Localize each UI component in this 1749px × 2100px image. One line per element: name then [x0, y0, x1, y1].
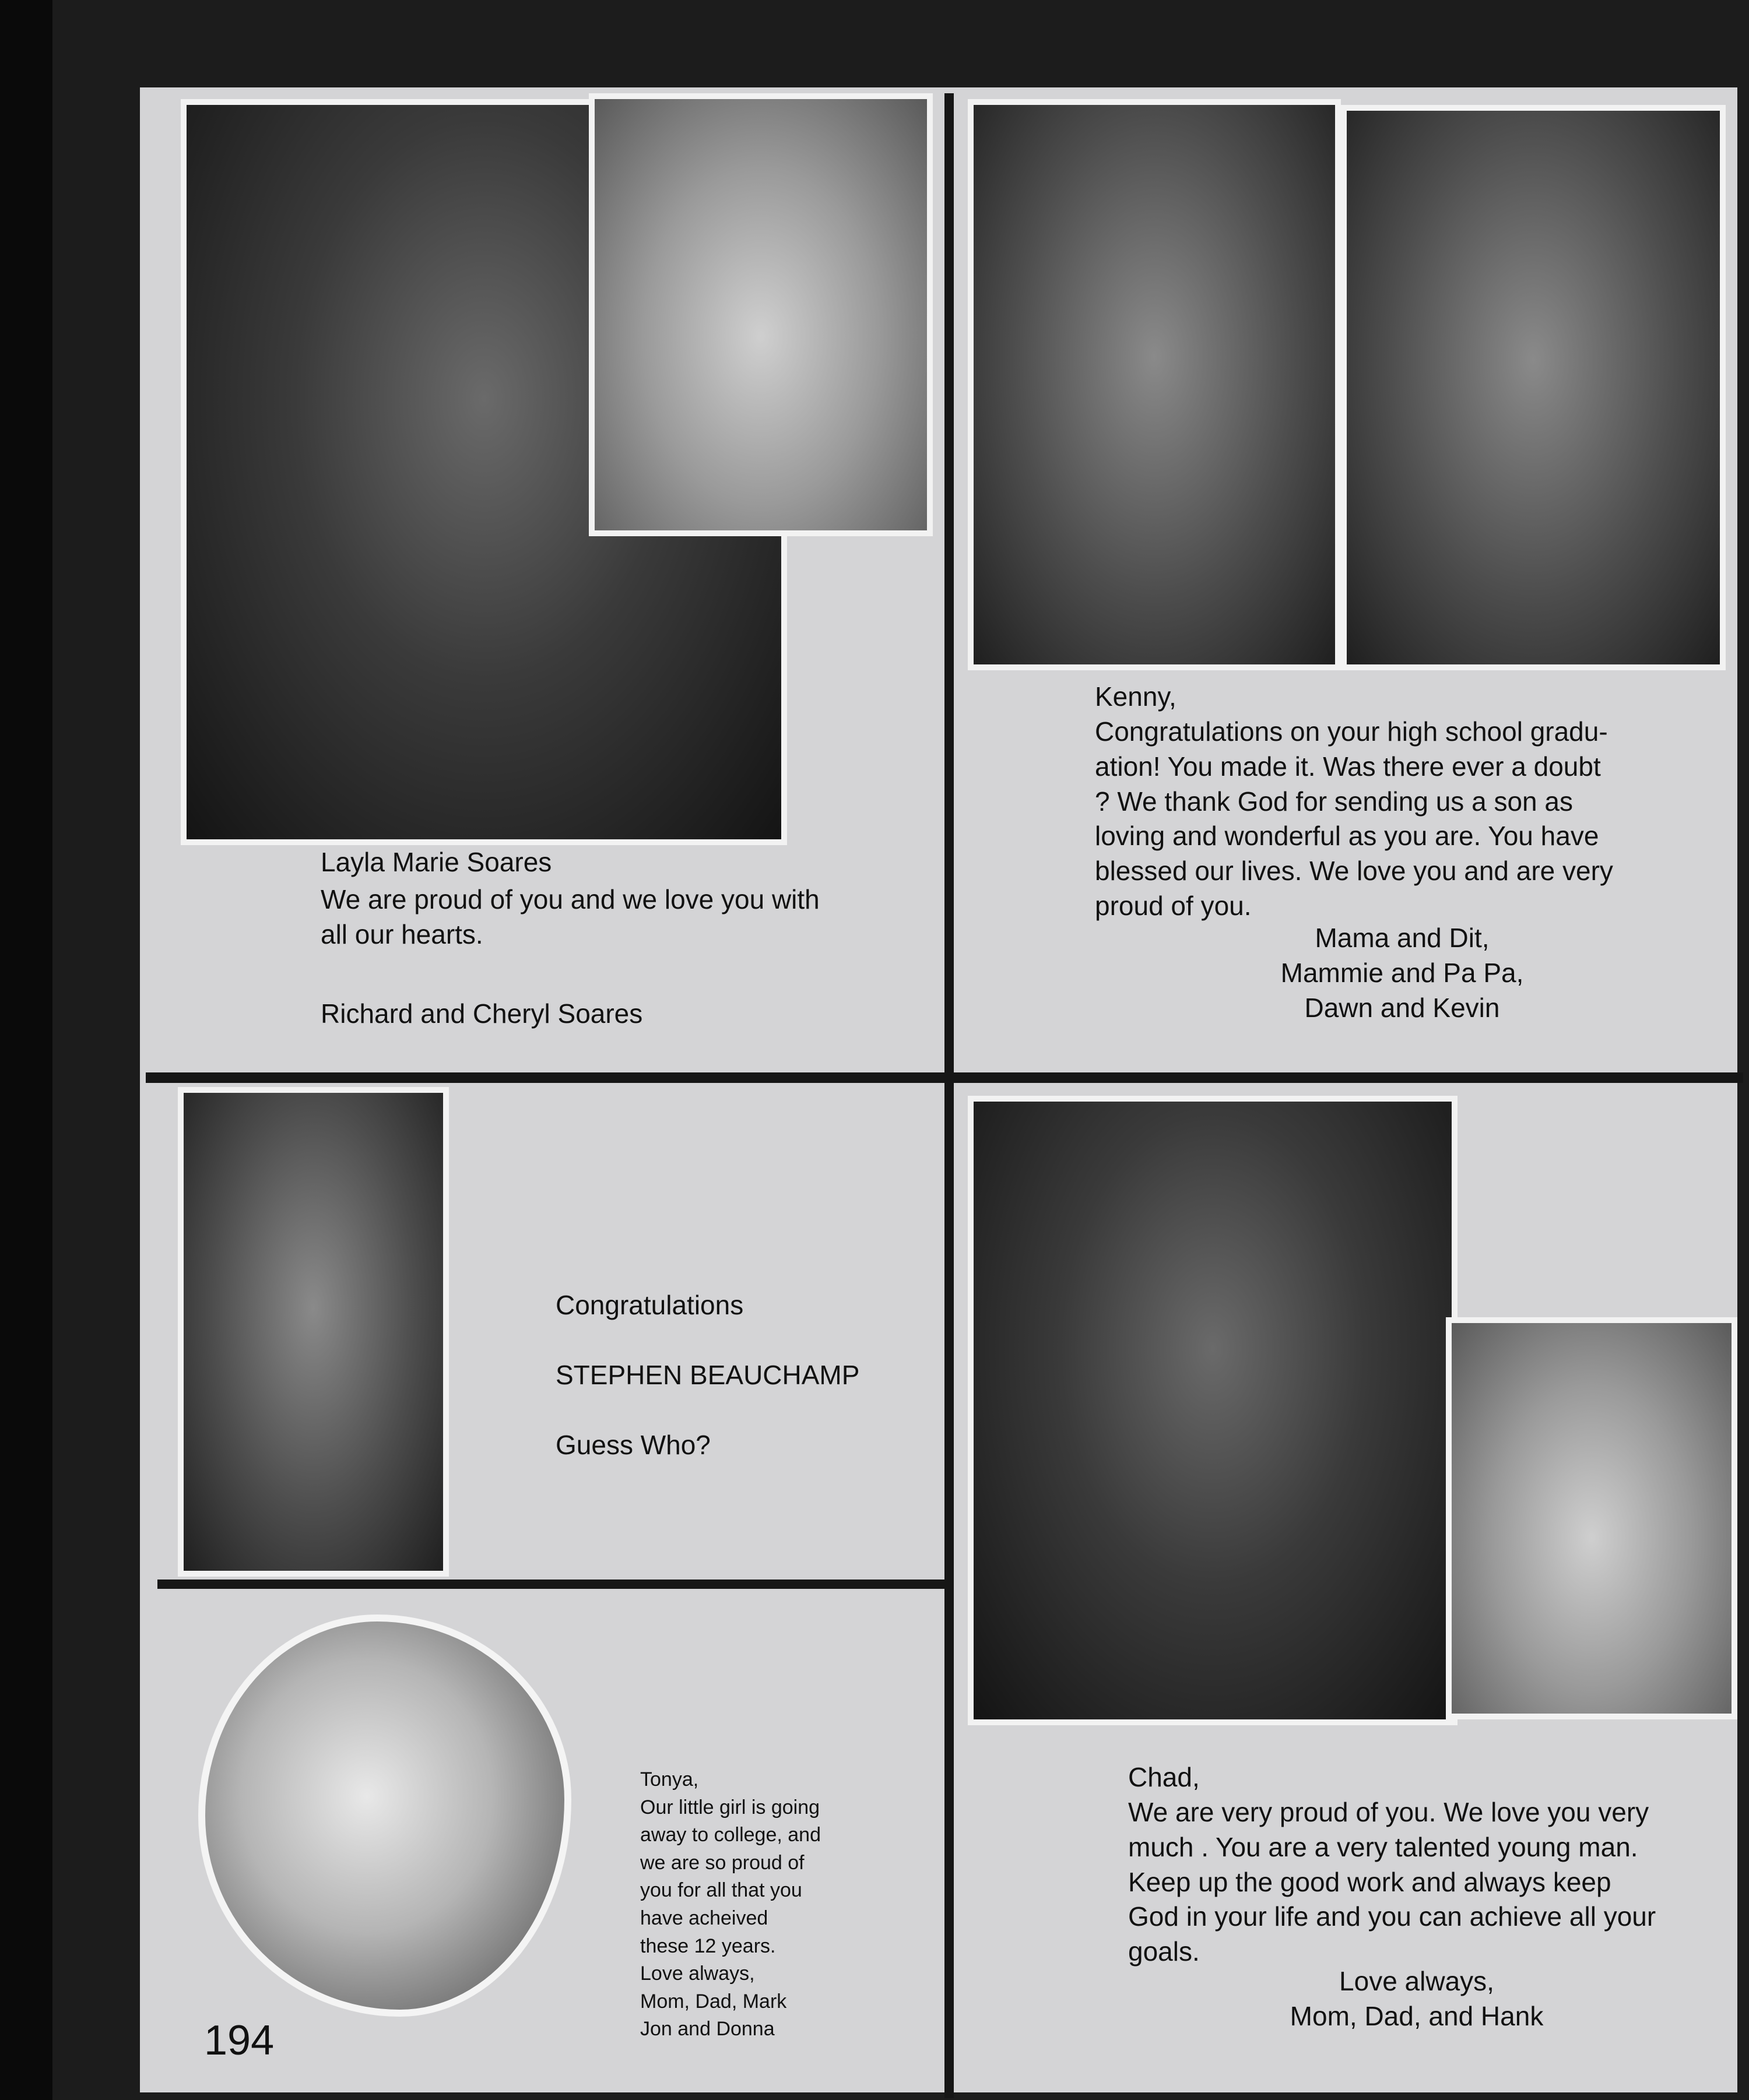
stephen-congratulations: Congratulations	[556, 1290, 744, 1320]
layla-message: We are proud of you and we love you with all our hearts.	[321, 884, 820, 949]
stephen-childhood-photo	[178, 1087, 449, 1577]
tonya-message: Tonya, Our little girl is going away to college, and we are so proud of you for all that you have acheived these 12 years. Love always, Mom, Dad, Mark Jon and Donna	[640, 1768, 821, 2041]
chad-senior-photo	[968, 1096, 1458, 1725]
chad-signoff: Love always, Mom, Dad, and Hank	[1290, 1966, 1544, 2031]
tonya-baby-photo	[198, 1614, 571, 2017]
chad-greeting: Chad,	[1128, 1762, 1200, 1792]
horizontal-divider-upper	[146, 1072, 1743, 1083]
page-number: 194	[204, 2017, 275, 2064]
layla-from: Richard and Cheryl Soares	[321, 998, 643, 1029]
kenny-signoff: Mama and Dit, Mammie and Pa Pa, Dawn and Kevin	[1280, 923, 1524, 1023]
kenny-greeting: Kenny,	[1095, 681, 1176, 712]
vertical-divider	[944, 93, 954, 2098]
chad-message: We are very proud of you. We love you very much . You are a very talented young man. Keep up the good work and always keep God in your life and you can achieve all your goals.	[1128, 1797, 1656, 1967]
kenny-senior-photo	[968, 99, 1341, 670]
kenny-baby-photo	[1341, 105, 1726, 670]
yearbook-page	[140, 87, 1737, 2092]
stephen-guess-who: Guess Who?	[556, 1430, 711, 1460]
book-binding	[0, 0, 52, 2100]
horizontal-divider-lower-left	[157, 1580, 950, 1589]
stephen-name: STEPHEN BEAUCHAMP	[556, 1360, 860, 1390]
chad-childhood-photo	[1446, 1317, 1737, 1719]
layla-name: Layla Marie Soares	[321, 847, 552, 877]
layla-beach-baby-photo	[589, 93, 933, 536]
kenny-message: Congratulations on your high school gradu- ation! You made it. Was there ever a doubt ? We thank God for sending us a son as loving and wonderful as you are. You have blessed our lives. We love you and are very proud of you.	[1095, 716, 1613, 921]
